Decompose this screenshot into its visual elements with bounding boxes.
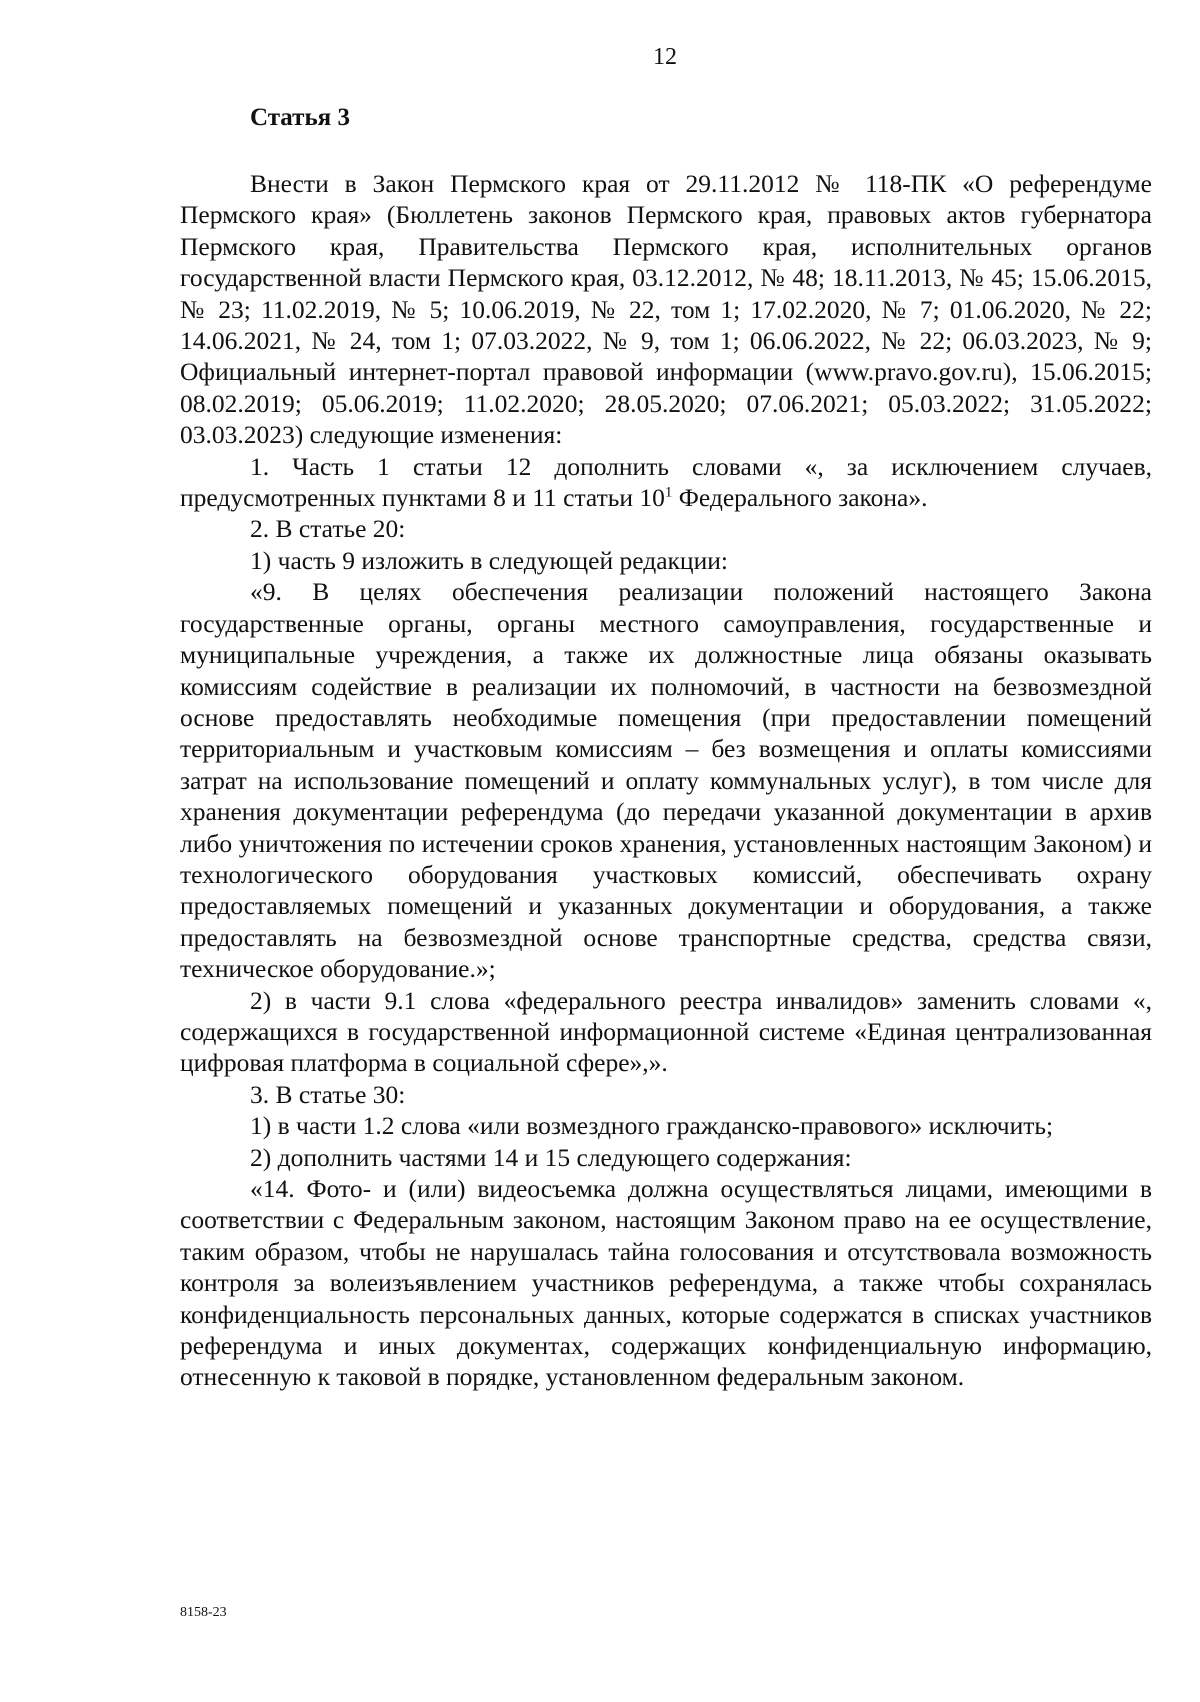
- item-2-1-paragraph: 1) часть 9 изложить в следующей редакции:: [250, 545, 728, 575]
- document-code: 8158-23: [180, 1605, 227, 1620]
- item-3-1-paragraph: 1) в части 1.2 слова «или возмездного гражданско-правового» исключить;: [250, 1111, 1054, 1141]
- item-2-2-paragraph: 2) в части 9.1 слова «федерального реестра инвалидов» заменить словами «, содержащихся в государственной информационной системе «Единая централизованная цифровая платформа в социальной сфере»,».: [180, 985, 1152, 1078]
- item-1-text-end: Федерального закона».: [672, 483, 928, 513]
- item-1-text: 1. Часть 1 статьи 12 дополнить словами «, за исключением случаев, предусмотренных пунктами 8 и 11 статьи 10: [180, 451, 1152, 513]
- item-2-1-quoted-text: «9. В целях обеспечения реализации положений настоящего Закона государственные органы, органы местного самоуправления, государственные и муниципальные учреждения, а также их должностные лица обязаны оказывать комиссиям содействие в реализации их полномочий, в частности на безвозмездной основе предоставлять необходимые помещения (при предоставлении помещений территориальным и участковым комиссиям – без возмещения и оплаты комиссиями затрат на использование помещений и оплату коммунальных услуг), в том числе для хранения документации референдума (до передачи указанной документации в архив либо уничтожения по истечении сроков хранения, установленных настоящим Законом) и технологического оборудования участковых комиссий, обеспечивать охрану предоставляемых помещений и указанных документации и оборудования, а также предоставлять на безвозмездной основе транспортные средства, средства связи, техническое оборудование.»;: [180, 577, 1152, 984]
- item-1-paragraph: [180, 451, 1152, 514]
- item-3-2-quoted-text: «14. Фото- и (или) видеосъемка должна осуществляться лицами, имеющими в соответствии с Федеральным законом, настоящим Законом право на ее осуществление, таким образом, чтобы не нарушалась тайна голосования и отсутствовала возможность контроля за волеизъявлением участников референдума, а также чтобы сохранялась конфиденциальность персональных данных, которые содержатся в списках участников референдума и иных документах, содержащих конфиденциальную информацию, отнесенную к таковой в порядке, установленном федеральным законом.: [180, 1174, 1152, 1392]
- article-body: [180, 168, 1152, 1393]
- page-number: 12: [653, 44, 677, 70]
- article-heading: Статья 3: [250, 104, 350, 131]
- item-3-2-paragraph: 2) дополнить частями 14 и 15 следующего содержания:: [250, 1142, 852, 1172]
- item-2-heading: 2. В статье 20:: [250, 514, 406, 544]
- item-1-superscript: 1: [664, 484, 673, 501]
- intro-paragraph: Внести в Закон Пермского края от 29.11.2012 № 118-ПК «О референдуме Пермского края» (Бюллетень законов Пермского края, правовых актов губернатора Пермского края, Правительства Пермского края, исполнительных органов государственной власти Пермского края, 03.12.2012, № 48; 18.11.2013, № 45; 15.06.2015, № 23; 11.02.2019, № 5; 10.06.2019, № 22, том 1; 17.02.2020, № 7; 01.06.2020, № 22; 14.06.2021, № 24, том 1; 07.03.2022, № 9, том 1; 06.06.2022, № 22; 06.03.2023, № 9; Официальный интернет-портал правовой информации (www.pravo.gov.ru), 15.06.2015; 08.02.2019; 05.06.2019; 11.02.2020; 28.05.2020; 07.06.2021; 05.03.2022; 31.05.2022; 03.03.2023) следующие изменения:: [180, 169, 1152, 450]
- item-3-heading: 3. В статье 30:: [250, 1079, 406, 1109]
